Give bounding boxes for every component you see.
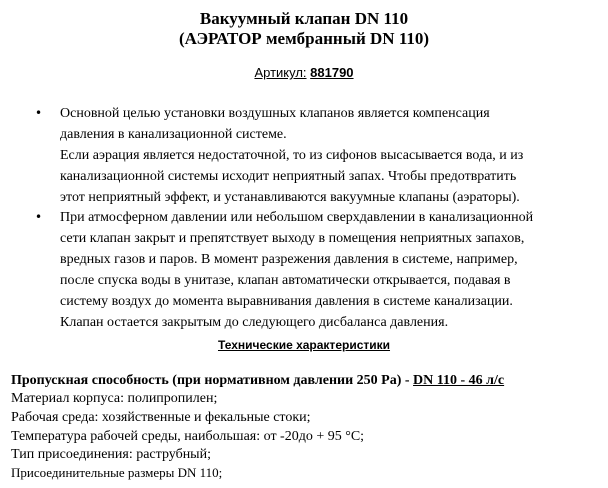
article-number: 881790	[310, 65, 354, 80]
paragraph-line: систему воздух до момента выравнивания давления в системе канализации.	[60, 294, 513, 309]
throughput-label: Пропускная способность (при нормативном давлении 250 Ра) -	[11, 373, 414, 388]
paragraph-line: этот неприятный эффект, и устанавливаются вакуумные клапаны (аэраторы).	[60, 190, 520, 205]
spec-connection-size: Присоединительные размеры DN 110;	[11, 465, 223, 480]
paragraph-line: вредных газов и паров. В момент разрежения давления в системе, например,	[60, 252, 518, 267]
spec-connection-type: Тип присоединения: раструбный;	[11, 447, 211, 462]
paragraph-line: канализационной системы исходит неприятный запах. Чтобы предотвратить	[60, 169, 517, 184]
article-label: Артикул:	[254, 65, 307, 80]
spec-working-medium: Рабочая среда: хозяйственные и фекальные стоки;	[11, 410, 311, 425]
paragraph-line: Основной целью установки воздушных клапанов является компенсация	[60, 106, 490, 121]
paragraph-line: давления в канализационной системе.	[60, 127, 287, 142]
bullet-marker: •	[35, 210, 43, 224]
paragraph-line: после спуска воды в унитазе, клапан автоматически открывается, подавая в	[60, 273, 511, 288]
paragraph-line: При атмосферном давлении или небольшом сверхдавлении в канализационной	[60, 210, 534, 225]
bullet-paragraph-purpose	[60, 103, 605, 208]
throughput-value: DN 110 - 46 л/с	[413, 373, 505, 388]
throughput-spec	[11, 371, 504, 391]
bullet-marker: •	[35, 106, 43, 120]
bullet-paragraph-operation	[60, 207, 605, 333]
specs-heading: Технические характеристики	[217, 338, 391, 352]
spec-body-material: Материал корпуса: полипропилен;	[11, 391, 218, 406]
paragraph-line: Если аэрация является недостаточной, то из сифонов высасывается вода, и из	[60, 148, 524, 163]
paragraph-line: сети клапан закрыт и препятствует выходу в помещения неприятных запахов,	[60, 231, 525, 246]
spec-temperature: Температура рабочей среды, наибольшая: от -20до + 95 °C;	[11, 429, 365, 444]
document-title: Вакуумный клапан DN 110	[199, 9, 409, 28]
article-line	[0, 64, 608, 82]
paragraph-line: Клапан остается закрытым до следующего дисбаланса давления.	[60, 315, 449, 330]
document-subtitle: (АЭРАТОР мембранный DN 110)	[178, 29, 430, 48]
